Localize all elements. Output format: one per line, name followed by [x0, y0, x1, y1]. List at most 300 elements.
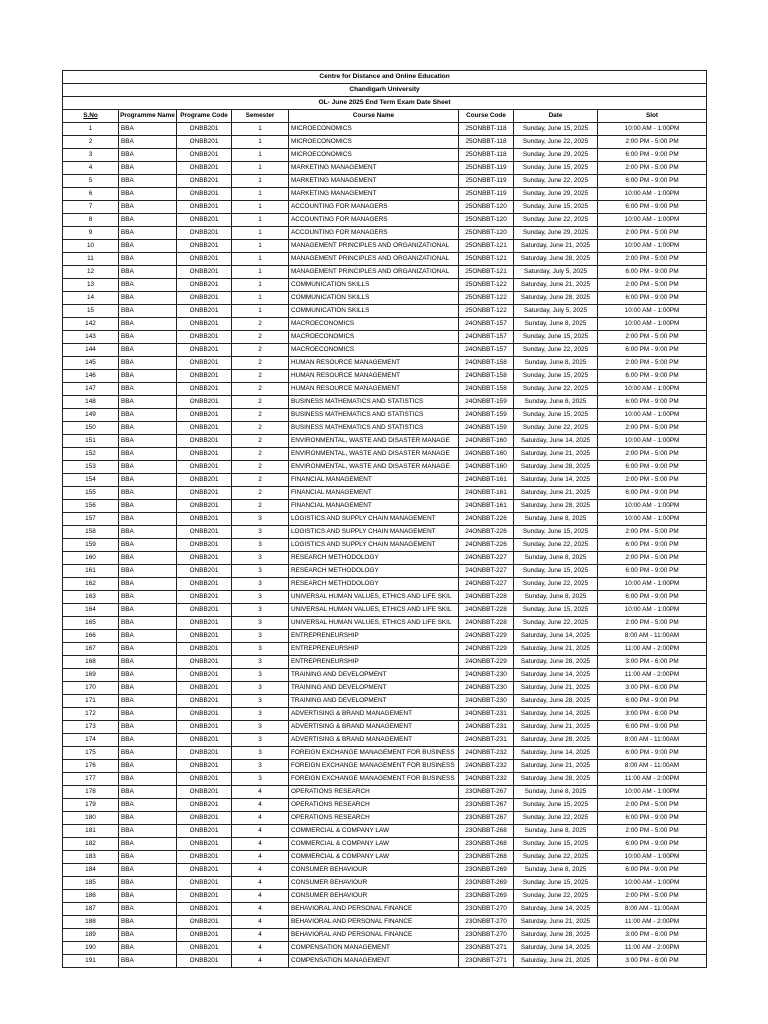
cell-date: Saturday, June 14, 2025 — [514, 630, 598, 643]
cell-course-name: LOGISTICS AND SUPPLY CHAIN MANAGEMENT — [289, 539, 459, 552]
cell-programme-name: BBA — [119, 617, 177, 630]
cell-date: Sunday, June 22, 2025 — [514, 617, 598, 630]
cell-date: Saturday, June 21, 2025 — [514, 916, 598, 929]
cell-course-code: 24ONBBT-229 — [459, 643, 514, 656]
cell-semester: 1 — [232, 279, 289, 292]
table-row — [63, 162, 707, 175]
cell-course-name: LOGISTICS AND SUPPLY CHAIN MANAGEMENT — [289, 513, 459, 526]
table-row — [63, 786, 707, 799]
table-row — [63, 331, 707, 344]
cell-programme-code: ONBB201 — [177, 292, 232, 305]
cell-date: Saturday, June 14, 2025 — [514, 903, 598, 916]
cell-course-code: 23ONBBT-271 — [459, 955, 514, 968]
cell-course-name: ACCOUNTING FOR MANAGERS — [289, 201, 459, 214]
table-row — [63, 240, 707, 253]
cell-course-name: MARKETING MANAGEMENT — [289, 175, 459, 188]
cell-programme-name: BBA — [119, 786, 177, 799]
cell-semester: 3 — [232, 734, 289, 747]
cell-course-code: 25ONBBT-120 — [459, 227, 514, 240]
cell-semester: 2 — [232, 448, 289, 461]
cell-slot: 2:00 PM - 5:00 PM — [598, 474, 707, 487]
cell-date: Sunday, June 8, 2025 — [514, 357, 598, 370]
cell-sno: 2 — [63, 136, 119, 149]
cell-date: Sunday, June 15, 2025 — [514, 162, 598, 175]
cell-slot: 3:00 PM - 6:00 PM — [598, 955, 707, 968]
cell-course-name: TRAINING AND DEVELOPMENT — [289, 682, 459, 695]
cell-programme-code: ONBB201 — [177, 383, 232, 396]
table-row — [63, 851, 707, 864]
cell-semester: 1 — [232, 266, 289, 279]
cell-sno: 160 — [63, 552, 119, 565]
table-row — [63, 318, 707, 331]
cell-course-name: CONSUMER BEHAVIOUR — [289, 864, 459, 877]
cell-course-code: 23ONBBT-269 — [459, 890, 514, 903]
cell-sno: 151 — [63, 435, 119, 448]
cell-programme-code: ONBB201 — [177, 617, 232, 630]
cell-course-name: BUSINESS MATHEMATICS AND STATISTICS — [289, 396, 459, 409]
cell-slot: 2:00 PM - 5:00 PM — [598, 227, 707, 240]
cell-course-name: TRAINING AND DEVELOPMENT — [289, 695, 459, 708]
cell-programme-code: ONBB201 — [177, 838, 232, 851]
cell-programme-code: ONBB201 — [177, 864, 232, 877]
cell-slot: 2:00 PM - 5:00 PM — [598, 279, 707, 292]
cell-semester: 4 — [232, 903, 289, 916]
cell-sno: 182 — [63, 838, 119, 851]
cell-sno: 153 — [63, 461, 119, 474]
cell-programme-name: BBA — [119, 513, 177, 526]
cell-course-code: 25ONBBT-120 — [459, 214, 514, 227]
cell-course-name: MARKETING MANAGEMENT — [289, 162, 459, 175]
cell-course-name: COMPENSATION MANAGEMENT — [289, 942, 459, 955]
table-row — [63, 825, 707, 838]
cell-semester: 1 — [232, 227, 289, 240]
cell-course-code: 25ONBBT-120 — [459, 201, 514, 214]
cell-programme-code: ONBB201 — [177, 136, 232, 149]
cell-semester: 1 — [232, 136, 289, 149]
column-header-semester: Semester — [232, 110, 289, 123]
cell-date: Saturday, June 14, 2025 — [514, 708, 598, 721]
cell-date: Sunday, June 22, 2025 — [514, 890, 598, 903]
cell-semester: 4 — [232, 786, 289, 799]
cell-course-name: ACCOUNTING FOR MANAGERS — [289, 214, 459, 227]
cell-programme-name: BBA — [119, 773, 177, 786]
cell-slot: 2:00 PM - 5:00 PM — [598, 357, 707, 370]
cell-programme-name: BBA — [119, 760, 177, 773]
cell-programme-code: ONBB201 — [177, 357, 232, 370]
cell-date: Sunday, June 8, 2025 — [514, 552, 598, 565]
cell-programme-code: ONBB201 — [177, 708, 232, 721]
cell-slot: 11:00 AM - 2:00PM — [598, 773, 707, 786]
cell-slot: 6:00 PM - 9:00 PM — [598, 695, 707, 708]
cell-course-code: 24ONBBT-158 — [459, 383, 514, 396]
cell-course-name: COMPENSATION MANAGEMENT — [289, 955, 459, 968]
cell-course-code: 24ONBBT-232 — [459, 773, 514, 786]
cell-slot: 10:00 AM - 1:00PM — [598, 305, 707, 318]
cell-programme-name: BBA — [119, 929, 177, 942]
cell-course-code: 25ONBBT-118 — [459, 123, 514, 136]
cell-course-code: 23ONBBT-267 — [459, 812, 514, 825]
cell-semester: 3 — [232, 773, 289, 786]
cell-slot: 6:00 PM - 9:00 PM — [598, 838, 707, 851]
cell-semester: 1 — [232, 214, 289, 227]
table-row — [63, 812, 707, 825]
table-row — [63, 773, 707, 786]
cell-programme-code: ONBB201 — [177, 643, 232, 656]
cell-course-code: 23ONBBT-267 — [459, 786, 514, 799]
table-row — [63, 591, 707, 604]
cell-sno: 180 — [63, 812, 119, 825]
title-row-institution — [63, 71, 707, 84]
cell-semester: 1 — [232, 292, 289, 305]
cell-course-code: 23ONBBT-270 — [459, 903, 514, 916]
cell-course-code: 24ONBBT-228 — [459, 591, 514, 604]
cell-sno: 185 — [63, 877, 119, 890]
cell-sno: 162 — [63, 578, 119, 591]
cell-programme-code: ONBB201 — [177, 825, 232, 838]
table-row — [63, 604, 707, 617]
cell-course-code: 24ONBBT-160 — [459, 435, 514, 448]
cell-slot: 6:00 PM - 9:00 PM — [598, 461, 707, 474]
cell-date: Sunday, June 22, 2025 — [514, 812, 598, 825]
cell-date: Sunday, June 15, 2025 — [514, 409, 598, 422]
cell-date: Saturday, June 28, 2025 — [514, 253, 598, 266]
cell-date: Saturday, July 5, 2025 — [514, 305, 598, 318]
cell-programme-name: BBA — [119, 331, 177, 344]
cell-course-name: ENVIRONMENTAL, WASTE AND DISASTER MANAGE — [289, 448, 459, 461]
cell-date: Sunday, June 8, 2025 — [514, 396, 598, 409]
cell-semester: 1 — [232, 175, 289, 188]
cell-date: Saturday, June 21, 2025 — [514, 448, 598, 461]
cell-programme-code: ONBB201 — [177, 175, 232, 188]
cell-semester: 2 — [232, 344, 289, 357]
cell-programme-code: ONBB201 — [177, 500, 232, 513]
cell-sno: 11 — [63, 253, 119, 266]
cell-programme-code: ONBB201 — [177, 370, 232, 383]
column-header-sno: S.No — [63, 110, 119, 123]
cell-slot: 2:00 PM - 5:00 PM — [598, 526, 707, 539]
cell-semester: 4 — [232, 955, 289, 968]
cell-semester: 4 — [232, 812, 289, 825]
cell-programme-code: ONBB201 — [177, 214, 232, 227]
cell-sno: 188 — [63, 916, 119, 929]
cell-sno: 183 — [63, 851, 119, 864]
cell-course-name: BUSINESS MATHEMATICS AND STATISTICS — [289, 409, 459, 422]
table-row — [63, 682, 707, 695]
table-row — [63, 409, 707, 422]
cell-course-name: FINANCIAL MANAGEMENT — [289, 474, 459, 487]
cell-course-code: 23ONBBT-270 — [459, 916, 514, 929]
cell-date: Sunday, June 22, 2025 — [514, 422, 598, 435]
cell-sno: 144 — [63, 344, 119, 357]
cell-course-code: 25ONBBT-119 — [459, 162, 514, 175]
cell-semester: 1 — [232, 188, 289, 201]
cell-slot: 2:00 PM - 5:00 PM — [598, 331, 707, 344]
cell-sno: 163 — [63, 591, 119, 604]
cell-programme-code: ONBB201 — [177, 487, 232, 500]
cell-programme-code: ONBB201 — [177, 552, 232, 565]
cell-programme-code: ONBB201 — [177, 539, 232, 552]
cell-slot: 10:00 AM - 1:00PM — [598, 435, 707, 448]
cell-semester: 2 — [232, 409, 289, 422]
cell-sno: 143 — [63, 331, 119, 344]
cell-semester: 2 — [232, 461, 289, 474]
cell-programme-code: ONBB201 — [177, 526, 232, 539]
cell-date: Sunday, June 15, 2025 — [514, 370, 598, 383]
cell-sno: 178 — [63, 786, 119, 799]
cell-course-code: 24ONBBT-227 — [459, 552, 514, 565]
cell-programme-code: ONBB201 — [177, 435, 232, 448]
cell-slot: 3:00 PM - 6:00 PM — [598, 708, 707, 721]
cell-course-name: COMMERCIAL & COMPANY LAW — [289, 825, 459, 838]
cell-course-name: MACROECONOMICS — [289, 331, 459, 344]
table-row — [63, 942, 707, 955]
cell-programme-name: BBA — [119, 162, 177, 175]
table-row — [63, 188, 707, 201]
cell-course-name: ADVERTISING & BRAND MANAGEMENT — [289, 721, 459, 734]
cell-slot: 2:00 PM - 5:00 PM — [598, 890, 707, 903]
cell-programme-code: ONBB201 — [177, 786, 232, 799]
table-row — [63, 565, 707, 578]
cell-programme-code: ONBB201 — [177, 188, 232, 201]
cell-slot: 10:00 AM - 1:00PM — [598, 383, 707, 396]
cell-programme-name: BBA — [119, 708, 177, 721]
cell-course-name: HUMAN RESOURCE MANAGEMENT — [289, 370, 459, 383]
cell-programme-name: BBA — [119, 630, 177, 643]
cell-sno: 12 — [63, 266, 119, 279]
cell-course-name: COMMERCIAL & COMPANY LAW — [289, 838, 459, 851]
cell-programme-code: ONBB201 — [177, 942, 232, 955]
cell-date: Saturday, June 21, 2025 — [514, 279, 598, 292]
table-row — [63, 890, 707, 903]
cell-semester: 3 — [232, 604, 289, 617]
cell-slot: 11:00 AM - 2:00PM — [598, 643, 707, 656]
cell-sno: 174 — [63, 734, 119, 747]
cell-course-name: UNIVERSAL HUMAN VALUES, ETHICS AND LIFE SKIL — [289, 617, 459, 630]
cell-slot: 2:00 PM - 5:00 PM — [598, 422, 707, 435]
cell-programme-code: ONBB201 — [177, 565, 232, 578]
cell-programme-name: BBA — [119, 851, 177, 864]
cell-programme-code: ONBB201 — [177, 422, 232, 435]
table-row — [63, 695, 707, 708]
table-row — [63, 123, 707, 136]
cell-course-code: 24ONBBT-227 — [459, 565, 514, 578]
cell-programme-code: ONBB201 — [177, 916, 232, 929]
cell-course-name: ENTREPRENEURSHIP — [289, 643, 459, 656]
table-row — [63, 266, 707, 279]
cell-programme-code: ONBB201 — [177, 812, 232, 825]
cell-sno: 152 — [63, 448, 119, 461]
cell-slot: 6:00 PM - 9:00 PM — [598, 175, 707, 188]
cell-semester: 4 — [232, 825, 289, 838]
cell-semester: 3 — [232, 682, 289, 695]
cell-programme-name: BBA — [119, 136, 177, 149]
table-row — [63, 877, 707, 890]
cell-course-name: TRAINING AND DEVELOPMENT — [289, 669, 459, 682]
cell-slot: 10:00 AM - 1:00PM — [598, 513, 707, 526]
cell-sno: 8 — [63, 214, 119, 227]
cell-slot: 10:00 AM - 1:00PM — [598, 578, 707, 591]
cell-course-code: 25ONBBT-121 — [459, 240, 514, 253]
cell-sno: 170 — [63, 682, 119, 695]
table-row — [63, 838, 707, 851]
cell-course-code: 24ONBBT-226 — [459, 513, 514, 526]
cell-date: Saturday, June 28, 2025 — [514, 734, 598, 747]
table-row — [63, 448, 707, 461]
cell-programme-name: BBA — [119, 396, 177, 409]
cell-slot: 6:00 PM - 9:00 PM — [598, 266, 707, 279]
cell-semester: 3 — [232, 708, 289, 721]
cell-programme-name: BBA — [119, 266, 177, 279]
table-row — [63, 227, 707, 240]
table-row — [63, 305, 707, 318]
cell-slot: 2:00 PM - 5:00 PM — [598, 448, 707, 461]
cell-programme-name: BBA — [119, 669, 177, 682]
cell-programme-code: ONBB201 — [177, 305, 232, 318]
cell-date: Sunday, June 15, 2025 — [514, 201, 598, 214]
cell-programme-code: ONBB201 — [177, 929, 232, 942]
cell-slot: 6:00 PM - 9:00 PM — [598, 370, 707, 383]
cell-programme-code: ONBB201 — [177, 955, 232, 968]
cell-course-name: MICROECONOMICS — [289, 123, 459, 136]
cell-slot: 8:00 AM - 11:00AM — [598, 734, 707, 747]
cell-slot: 11:00 AM - 2:00PM — [598, 916, 707, 929]
cell-course-code: 24ONBBT-229 — [459, 656, 514, 669]
cell-course-name: ACCOUNTING FOR MANAGERS — [289, 227, 459, 240]
table-row — [63, 656, 707, 669]
table-row — [63, 630, 707, 643]
cell-programme-name: BBA — [119, 149, 177, 162]
cell-programme-code: ONBB201 — [177, 331, 232, 344]
cell-semester: 3 — [232, 565, 289, 578]
table-row — [63, 279, 707, 292]
cell-date: Sunday, June 22, 2025 — [514, 539, 598, 552]
cell-semester: 3 — [232, 669, 289, 682]
table-row — [63, 344, 707, 357]
cell-semester: 2 — [232, 396, 289, 409]
cell-slot: 6:00 PM - 9:00 PM — [598, 565, 707, 578]
cell-semester: 2 — [232, 422, 289, 435]
cell-sno: 179 — [63, 799, 119, 812]
table-row — [63, 617, 707, 630]
cell-sno: 171 — [63, 695, 119, 708]
cell-programme-name: BBA — [119, 214, 177, 227]
cell-course-code: 25ONBBT-122 — [459, 292, 514, 305]
cell-slot: 10:00 AM - 1:00PM — [598, 851, 707, 864]
cell-course-name: MARKETING MANAGEMENT — [289, 188, 459, 201]
cell-slot: 6:00 PM - 9:00 PM — [598, 344, 707, 357]
cell-slot: 6:00 PM - 9:00 PM — [598, 812, 707, 825]
table-row — [63, 292, 707, 305]
cell-course-code: 24ONBBT-227 — [459, 578, 514, 591]
cell-programme-code: ONBB201 — [177, 409, 232, 422]
cell-programme-code: ONBB201 — [177, 123, 232, 136]
cell-programme-code: ONBB201 — [177, 149, 232, 162]
cell-course-name: ENTREPRENEURSHIP — [289, 630, 459, 643]
cell-sno: 159 — [63, 539, 119, 552]
cell-programme-code: ONBB201 — [177, 240, 232, 253]
table-row — [63, 435, 707, 448]
cell-course-code: 24ONBBT-232 — [459, 747, 514, 760]
cell-date: Saturday, June 21, 2025 — [514, 760, 598, 773]
table-row — [63, 747, 707, 760]
cell-programme-code: ONBB201 — [177, 448, 232, 461]
cell-semester: 4 — [232, 929, 289, 942]
cell-course-name: FINANCIAL MANAGEMENT — [289, 487, 459, 500]
cell-slot: 8:00 AM - 11:00AM — [598, 903, 707, 916]
cell-date: Saturday, June 14, 2025 — [514, 474, 598, 487]
title-row-university — [63, 84, 707, 97]
cell-slot: 10:00 AM - 1:00PM — [598, 409, 707, 422]
cell-semester: 2 — [232, 357, 289, 370]
cell-course-code: 24ONBBT-226 — [459, 539, 514, 552]
cell-programme-code: ONBB201 — [177, 747, 232, 760]
cell-sno: 13 — [63, 279, 119, 292]
cell-semester: 1 — [232, 305, 289, 318]
cell-course-name: BEHAVIORAL AND PERSONAL FINANCE — [289, 903, 459, 916]
cell-programme-code: ONBB201 — [177, 604, 232, 617]
cell-programme-name: BBA — [119, 253, 177, 266]
table-row — [63, 955, 707, 968]
cell-slot: 2:00 PM - 5:00 PM — [598, 162, 707, 175]
cell-slot: 6:00 PM - 9:00 PM — [598, 201, 707, 214]
cell-programme-name: BBA — [119, 890, 177, 903]
cell-date: Sunday, June 8, 2025 — [514, 825, 598, 838]
cell-semester: 1 — [232, 201, 289, 214]
cell-date: Saturday, June 21, 2025 — [514, 487, 598, 500]
cell-course-name: OPERATIONS RESEARCH — [289, 786, 459, 799]
cell-course-name: ENTREPRENEURSHIP — [289, 656, 459, 669]
cell-programme-name: BBA — [119, 877, 177, 890]
cell-programme-name: BBA — [119, 240, 177, 253]
cell-programme-code: ONBB201 — [177, 721, 232, 734]
cell-programme-name: BBA — [119, 799, 177, 812]
cell-course-code: 24ONBBT-230 — [459, 682, 514, 695]
cell-course-name: UNIVERSAL HUMAN VALUES, ETHICS AND LIFE SKIL — [289, 591, 459, 604]
cell-sno: 176 — [63, 760, 119, 773]
cell-programme-code: ONBB201 — [177, 851, 232, 864]
sheet-title: OL- June 2025 End Term Exam Date Sheet — [63, 97, 707, 110]
cell-programme-name: BBA — [119, 578, 177, 591]
cell-date: Saturday, July 5, 2025 — [514, 266, 598, 279]
cell-sno: 191 — [63, 955, 119, 968]
exam-date-sheet-table — [62, 70, 707, 968]
cell-programme-name: BBA — [119, 435, 177, 448]
cell-sno: 146 — [63, 370, 119, 383]
cell-programme-name: BBA — [119, 682, 177, 695]
cell-programme-name: BBA — [119, 279, 177, 292]
cell-date: Saturday, June 28, 2025 — [514, 656, 598, 669]
cell-programme-code: ONBB201 — [177, 695, 232, 708]
cell-slot: 10:00 AM - 1:00PM — [598, 318, 707, 331]
cell-slot: 2:00 PM - 5:00 PM — [598, 136, 707, 149]
cell-date: Saturday, June 21, 2025 — [514, 643, 598, 656]
cell-slot: 2:00 PM - 5:00 PM — [598, 825, 707, 838]
cell-programme-name: BBA — [119, 461, 177, 474]
table-row — [63, 357, 707, 370]
cell-course-name: COMMERCIAL & COMPANY LAW — [289, 851, 459, 864]
cell-course-name: ADVERTISING & BRAND MANAGEMENT — [289, 734, 459, 747]
cell-semester: 3 — [232, 721, 289, 734]
cell-course-code: 24ONBBT-161 — [459, 474, 514, 487]
cell-semester: 4 — [232, 799, 289, 812]
cell-programme-code: ONBB201 — [177, 266, 232, 279]
cell-slot: 6:00 PM - 9:00 PM — [598, 591, 707, 604]
cell-slot: 11:00 AM - 2:00PM — [598, 942, 707, 955]
cell-date: Sunday, June 15, 2025 — [514, 799, 598, 812]
cell-programme-code: ONBB201 — [177, 201, 232, 214]
cell-sno: 187 — [63, 903, 119, 916]
cell-date: Sunday, June 15, 2025 — [514, 526, 598, 539]
